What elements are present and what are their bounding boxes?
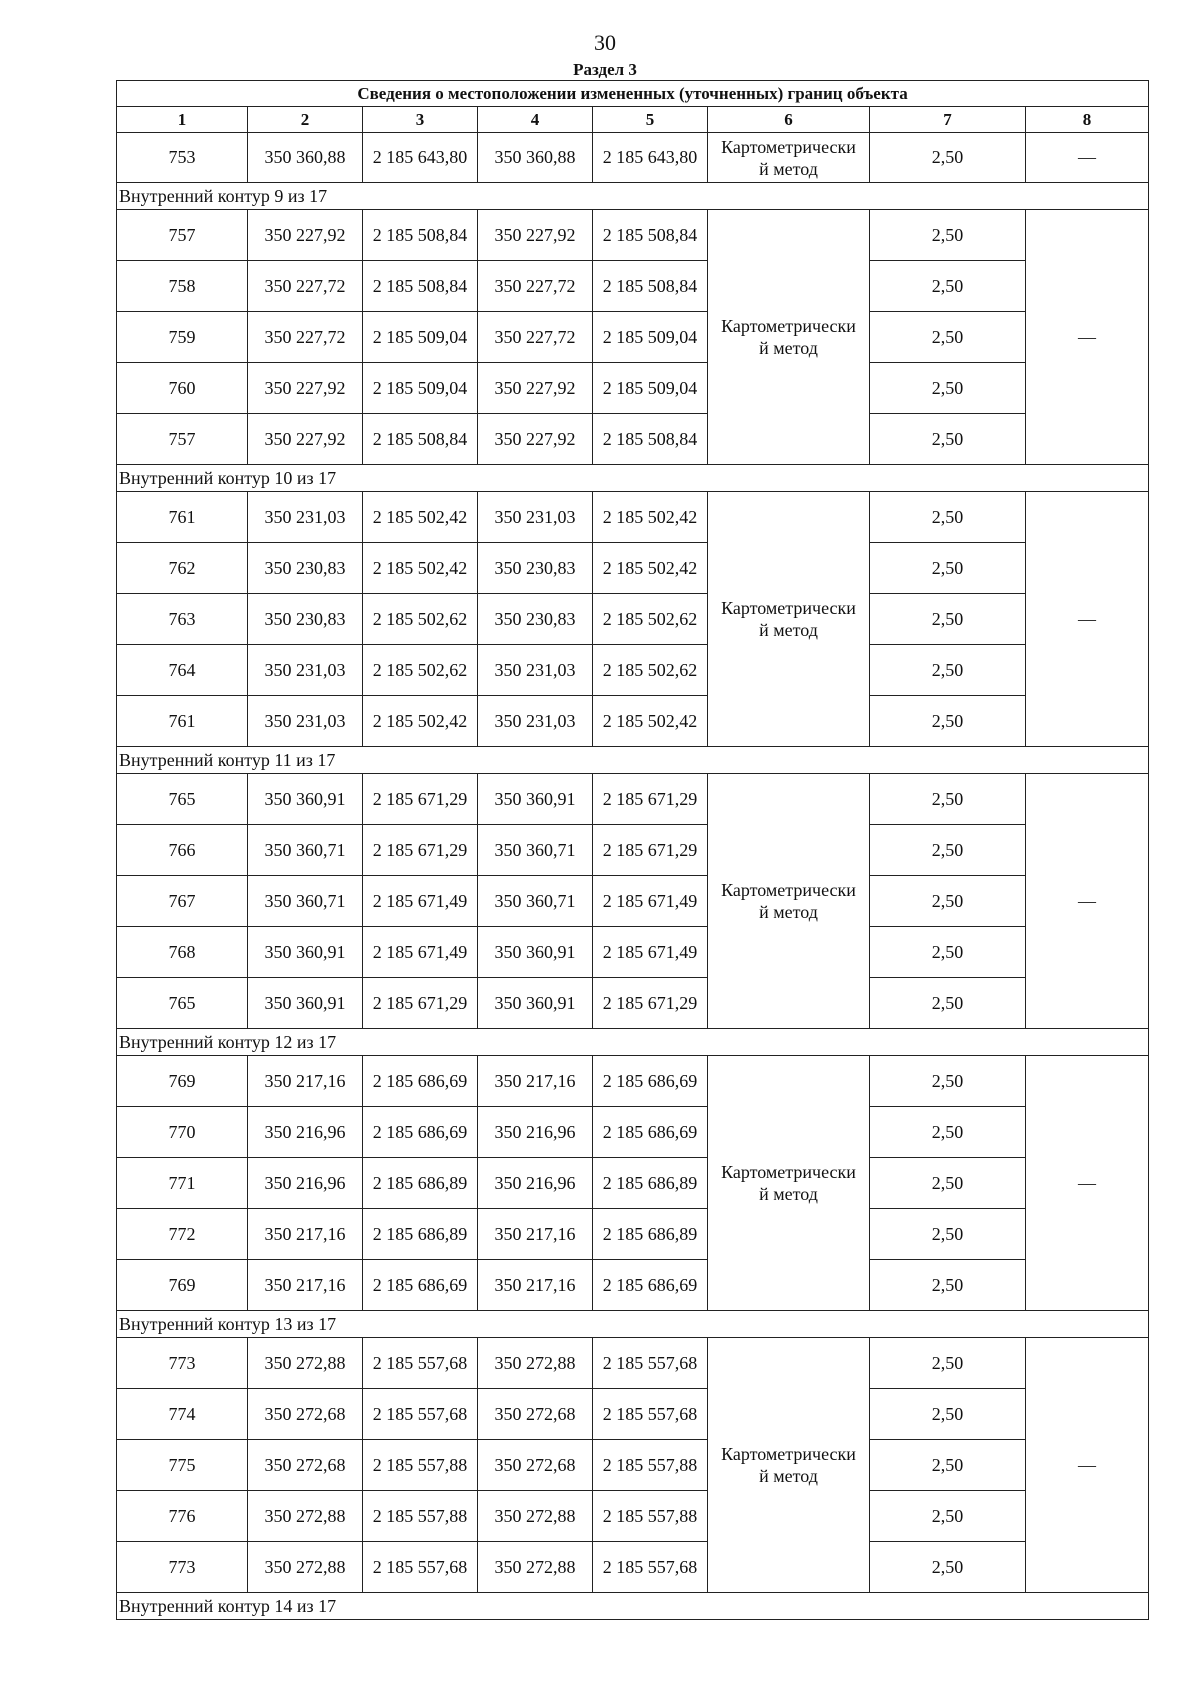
method-line: й метод <box>759 620 818 640</box>
y-refined: 2 185 557,88 <box>593 1491 708 1542</box>
x-refined: 350 227,92 <box>478 414 593 465</box>
accuracy-value: 2,50 <box>870 1260 1026 1311</box>
contour-label: Внутренний контур 13 из 17 <box>117 1311 1149 1338</box>
method-cell <box>708 210 870 465</box>
accuracy-value: 2,50 <box>870 825 1026 876</box>
point-number: 758 <box>117 261 248 312</box>
y-existing: 2 185 508,84 <box>363 210 478 261</box>
point-number: 753 <box>117 133 248 183</box>
point-number: 759 <box>117 312 248 363</box>
x-existing: 350 360,91 <box>248 978 363 1029</box>
x-refined: 350 216,96 <box>478 1107 593 1158</box>
accuracy-value: 2,50 <box>870 696 1026 747</box>
x-refined: 350 227,72 <box>478 261 593 312</box>
method-line: Картометрически <box>721 1162 856 1182</box>
note-dash: — <box>1026 492 1149 747</box>
table-row <box>117 978 1149 1029</box>
contour-label: Внутренний контур 10 из 17 <box>117 465 1149 492</box>
point-number: 760 <box>117 363 248 414</box>
accuracy-value: 2,50 <box>870 1158 1026 1209</box>
column-number-row <box>117 107 1149 133</box>
table-row <box>117 492 1149 543</box>
y-existing: 2 185 502,42 <box>363 696 478 747</box>
x-refined: 350 360,91 <box>478 774 593 825</box>
point-number: 765 <box>117 978 248 1029</box>
table-row <box>117 594 1149 645</box>
y-existing: 2 185 508,84 <box>363 414 478 465</box>
x-existing: 350 272,68 <box>248 1440 363 1491</box>
note-dash: — <box>1026 210 1149 465</box>
coordinates-table <box>116 80 1149 1620</box>
method-line: Картометрически <box>721 316 856 336</box>
point-number: 763 <box>117 594 248 645</box>
table-row <box>117 210 1149 261</box>
x-refined: 350 272,68 <box>478 1389 593 1440</box>
point-number: 774 <box>117 1389 248 1440</box>
y-existing: 2 185 502,42 <box>363 492 478 543</box>
x-existing: 350 231,03 <box>248 492 363 543</box>
x-refined: 350 360,71 <box>478 825 593 876</box>
table-row <box>117 133 1149 183</box>
y-existing: 2 185 686,69 <box>363 1107 478 1158</box>
column-number: 6 <box>708 107 870 133</box>
y-refined: 2 185 502,62 <box>593 645 708 696</box>
method-line: Картометрически <box>721 598 856 618</box>
column-number: 4 <box>478 107 593 133</box>
accuracy-value: 2,50 <box>870 1056 1026 1107</box>
table-row <box>117 1158 1149 1209</box>
y-refined: 2 185 686,69 <box>593 1107 708 1158</box>
y-existing: 2 185 502,62 <box>363 594 478 645</box>
x-refined: 350 227,72 <box>478 312 593 363</box>
y-existing: 2 185 557,68 <box>363 1389 478 1440</box>
y-refined: 2 185 557,88 <box>593 1440 708 1491</box>
x-refined: 350 360,88 <box>478 133 593 183</box>
x-existing: 350 360,91 <box>248 927 363 978</box>
x-refined: 350 227,92 <box>478 210 593 261</box>
table-row <box>117 696 1149 747</box>
table-row <box>117 825 1149 876</box>
point-number: 761 <box>117 492 248 543</box>
contour-label: Внутренний контур 12 из 17 <box>117 1029 1149 1056</box>
accuracy-value: 2,50 <box>870 261 1026 312</box>
table-row <box>117 261 1149 312</box>
x-existing: 350 227,92 <box>248 363 363 414</box>
accuracy-value: 2,50 <box>870 1491 1026 1542</box>
point-number: 762 <box>117 543 248 594</box>
x-refined: 350 216,96 <box>478 1158 593 1209</box>
point-number: 764 <box>117 645 248 696</box>
method-cell <box>708 1056 870 1311</box>
x-existing: 350 227,72 <box>248 261 363 312</box>
point-number: 761 <box>117 696 248 747</box>
accuracy-value: 2,50 <box>870 133 1026 183</box>
y-refined: 2 185 686,69 <box>593 1056 708 1107</box>
column-number: 3 <box>363 107 478 133</box>
accuracy-value: 2,50 <box>870 978 1026 1029</box>
x-existing: 350 227,92 <box>248 210 363 261</box>
y-refined: 2 185 557,68 <box>593 1338 708 1389</box>
y-existing: 2 185 686,69 <box>363 1056 478 1107</box>
table-row <box>117 1209 1149 1260</box>
x-refined: 350 231,03 <box>478 645 593 696</box>
x-existing: 350 360,88 <box>248 133 363 183</box>
y-existing: 2 185 686,89 <box>363 1158 478 1209</box>
point-number: 769 <box>117 1260 248 1311</box>
y-existing: 2 185 557,88 <box>363 1440 478 1491</box>
table-row <box>117 1440 1149 1491</box>
x-existing: 350 216,96 <box>248 1107 363 1158</box>
y-refined: 2 185 643,80 <box>593 133 708 183</box>
method-line: й метод <box>759 1184 818 1204</box>
y-refined: 2 185 509,04 <box>593 363 708 414</box>
table-row <box>117 1056 1149 1107</box>
method-line: й метод <box>759 1466 818 1486</box>
accuracy-value: 2,50 <box>870 594 1026 645</box>
x-existing: 350 217,16 <box>248 1260 363 1311</box>
x-existing: 350 231,03 <box>248 696 363 747</box>
y-existing: 2 185 557,68 <box>363 1542 478 1593</box>
point-number: 773 <box>117 1542 248 1593</box>
y-existing: 2 185 671,29 <box>363 825 478 876</box>
y-existing: 2 185 671,29 <box>363 978 478 1029</box>
y-refined: 2 185 502,42 <box>593 543 708 594</box>
table-row <box>117 1107 1149 1158</box>
contour-row <box>117 1311 1149 1338</box>
note-dash: — <box>1026 1056 1149 1311</box>
column-number: 5 <box>593 107 708 133</box>
y-existing: 2 185 509,04 <box>363 363 478 414</box>
contour-row <box>117 747 1149 774</box>
accuracy-value: 2,50 <box>870 363 1026 414</box>
accuracy-value: 2,50 <box>870 645 1026 696</box>
accuracy-value: 2,50 <box>870 1389 1026 1440</box>
y-refined: 2 185 686,69 <box>593 1260 708 1311</box>
column-number: 2 <box>248 107 363 133</box>
x-refined: 350 360,91 <box>478 978 593 1029</box>
y-existing: 2 185 557,68 <box>363 1338 478 1389</box>
table-row <box>117 1542 1149 1593</box>
column-number: 1 <box>117 107 248 133</box>
method-line: й метод <box>759 158 818 179</box>
method-cell <box>708 1338 870 1593</box>
x-existing: 350 217,16 <box>248 1056 363 1107</box>
x-refined: 350 217,16 <box>478 1260 593 1311</box>
y-refined: 2 185 671,49 <box>593 927 708 978</box>
y-existing: 2 185 671,49 <box>363 876 478 927</box>
point-number: 767 <box>117 876 248 927</box>
method-line: Картометрически <box>721 1444 856 1464</box>
y-refined: 2 185 508,84 <box>593 210 708 261</box>
y-refined: 2 185 557,68 <box>593 1542 708 1593</box>
contour-row <box>117 183 1149 210</box>
point-number: 766 <box>117 825 248 876</box>
note-dash: — <box>1026 774 1149 1029</box>
table-row <box>117 312 1149 363</box>
y-refined: 2 185 671,29 <box>593 774 708 825</box>
x-refined: 350 230,83 <box>478 543 593 594</box>
y-refined: 2 185 509,04 <box>593 312 708 363</box>
table-caption: Сведения о местоположении измененных (уточненных) границ объекта <box>117 81 1149 107</box>
point-number: 768 <box>117 927 248 978</box>
point-number: 776 <box>117 1491 248 1542</box>
method-line: Картометрически <box>721 880 856 900</box>
accuracy-value: 2,50 <box>870 774 1026 825</box>
page-number: 30 <box>594 30 616 55</box>
accuracy-value: 2,50 <box>870 210 1026 261</box>
x-refined: 350 231,03 <box>478 696 593 747</box>
x-existing: 350 360,71 <box>248 876 363 927</box>
point-number: 775 <box>117 1440 248 1491</box>
method-cell <box>708 492 870 747</box>
table-row <box>117 1389 1149 1440</box>
column-number: 8 <box>1026 107 1149 133</box>
method-line: й метод <box>759 902 818 922</box>
x-existing: 350 231,03 <box>248 645 363 696</box>
y-existing: 2 185 502,42 <box>363 543 478 594</box>
x-existing: 350 272,88 <box>248 1491 363 1542</box>
x-refined: 350 231,03 <box>478 492 593 543</box>
contour-row <box>117 465 1149 492</box>
x-existing: 350 272,88 <box>248 1338 363 1389</box>
x-existing: 350 360,71 <box>248 825 363 876</box>
y-refined: 2 185 686,89 <box>593 1158 708 1209</box>
method-line: Картометрически <box>721 136 856 157</box>
table-row <box>117 645 1149 696</box>
method-cell <box>708 133 870 183</box>
accuracy-value: 2,50 <box>870 927 1026 978</box>
y-refined: 2 185 557,68 <box>593 1389 708 1440</box>
table-row <box>117 1491 1149 1542</box>
table-row <box>117 876 1149 927</box>
note-dash: — <box>1026 1338 1149 1593</box>
x-existing: 350 272,88 <box>248 1542 363 1593</box>
contour-label: Внутренний контур 11 из 17 <box>117 747 1149 774</box>
section-title: Раздел 3 <box>573 60 637 79</box>
y-refined: 2 185 686,89 <box>593 1209 708 1260</box>
x-refined: 350 272,68 <box>478 1440 593 1491</box>
accuracy-value: 2,50 <box>870 1338 1026 1389</box>
x-refined: 350 272,88 <box>478 1338 593 1389</box>
contour-label: Внутренний контур 14 из 17 <box>117 1593 1149 1620</box>
point-number: 770 <box>117 1107 248 1158</box>
x-refined: 350 230,83 <box>478 594 593 645</box>
point-number: 765 <box>117 774 248 825</box>
accuracy-value: 2,50 <box>870 312 1026 363</box>
x-existing: 350 272,68 <box>248 1389 363 1440</box>
y-existing: 2 185 686,69 <box>363 1260 478 1311</box>
point-number: 771 <box>117 1158 248 1209</box>
y-refined: 2 185 671,29 <box>593 825 708 876</box>
accuracy-value: 2,50 <box>870 543 1026 594</box>
x-refined: 350 217,16 <box>478 1056 593 1107</box>
accuracy-value: 2,50 <box>870 876 1026 927</box>
x-existing: 350 230,83 <box>248 594 363 645</box>
y-existing: 2 185 671,29 <box>363 774 478 825</box>
point-number: 757 <box>117 210 248 261</box>
table-row <box>117 1260 1149 1311</box>
y-existing: 2 185 508,84 <box>363 261 478 312</box>
y-refined: 2 185 502,62 <box>593 594 708 645</box>
note-dash: — <box>1026 133 1149 183</box>
table-row <box>117 543 1149 594</box>
column-number: 7 <box>870 107 1026 133</box>
x-refined: 350 217,16 <box>478 1209 593 1260</box>
y-refined: 2 185 502,42 <box>593 696 708 747</box>
y-refined: 2 185 508,84 <box>593 414 708 465</box>
contour-row <box>117 1593 1149 1620</box>
contour-row <box>117 1029 1149 1056</box>
contour-label: Внутренний контур 9 из 17 <box>117 183 1149 210</box>
x-refined: 350 227,92 <box>478 363 593 414</box>
x-refined: 350 272,88 <box>478 1491 593 1542</box>
accuracy-value: 2,50 <box>870 414 1026 465</box>
y-refined: 2 185 671,49 <box>593 876 708 927</box>
point-number: 772 <box>117 1209 248 1260</box>
accuracy-value: 2,50 <box>870 1107 1026 1158</box>
table-row <box>117 774 1149 825</box>
y-existing: 2 185 509,04 <box>363 312 478 363</box>
y-existing: 2 185 643,80 <box>363 133 478 183</box>
x-existing: 350 230,83 <box>248 543 363 594</box>
y-refined: 2 185 502,42 <box>593 492 708 543</box>
accuracy-value: 2,50 <box>870 1440 1026 1491</box>
x-refined: 350 272,88 <box>478 1542 593 1593</box>
point-number: 769 <box>117 1056 248 1107</box>
x-existing: 350 360,91 <box>248 774 363 825</box>
y-refined: 2 185 671,29 <box>593 978 708 1029</box>
x-existing: 350 216,96 <box>248 1158 363 1209</box>
y-existing: 2 185 686,89 <box>363 1209 478 1260</box>
method-line: й метод <box>759 338 818 358</box>
method-cell <box>708 774 870 1029</box>
table-row <box>117 363 1149 414</box>
y-refined: 2 185 508,84 <box>593 261 708 312</box>
y-existing: 2 185 557,88 <box>363 1491 478 1542</box>
accuracy-value: 2,50 <box>870 1542 1026 1593</box>
table-row <box>117 927 1149 978</box>
y-existing: 2 185 671,49 <box>363 927 478 978</box>
x-existing: 350 217,16 <box>248 1209 363 1260</box>
point-number: 757 <box>117 414 248 465</box>
x-existing: 350 227,92 <box>248 414 363 465</box>
point-number: 773 <box>117 1338 248 1389</box>
x-refined: 350 360,71 <box>478 876 593 927</box>
x-existing: 350 227,72 <box>248 312 363 363</box>
accuracy-value: 2,50 <box>870 492 1026 543</box>
y-existing: 2 185 502,62 <box>363 645 478 696</box>
accuracy-value: 2,50 <box>870 1209 1026 1260</box>
table-row <box>117 1338 1149 1389</box>
table-row <box>117 414 1149 465</box>
x-refined: 350 360,91 <box>478 927 593 978</box>
